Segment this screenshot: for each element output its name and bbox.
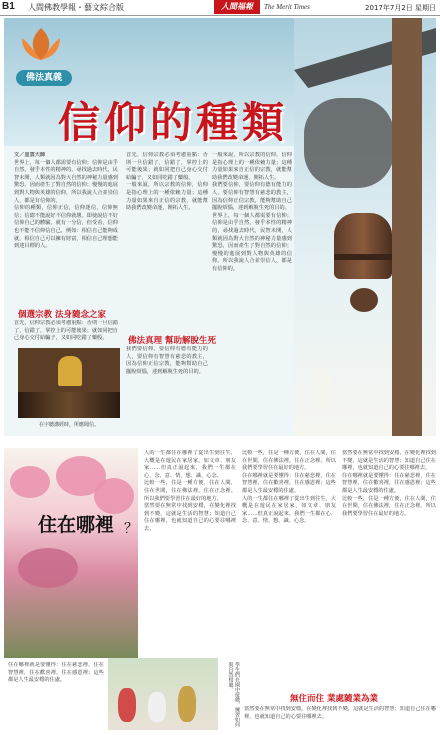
article-title: 住在哪裡 — [38, 514, 115, 536]
assembly — [18, 392, 120, 418]
buddha-statue — [312, 368, 332, 408]
blossom — [10, 466, 50, 498]
paragraph: 人的一生都住在哪裡了從出生到往生，大概是在遊民在家居家，如文章、朋友家……但真正說起來，我們一生都在心、念、意、情、想、識、心念。 — [242, 495, 336, 525]
child — [118, 688, 136, 722]
paragraph: 人的一生都住在哪裡了從出生到往生，大概是在遊民在家居家，如文章、朋友家……但真正說起來，我們一生都在心、念、意、情、想、識、心念。 — [144, 450, 236, 479]
blossom-tree-photo — [4, 448, 138, 658]
bottom-article — [4, 448, 436, 730]
text-column-2b — [126, 346, 208, 430]
paragraph: 一般來說，所以宗教的信仰，信仰是指心理上的一種依賴力量；這種力量如果來自正信的宗教，就能幫助我們改變命運，開拓人生。 — [212, 152, 292, 181]
issue-date: 2017年7月2日 星期日 — [365, 4, 436, 12]
pillar — [392, 18, 422, 436]
text-column-2 — [126, 152, 208, 330]
child — [178, 686, 196, 722]
bell-band — [334, 254, 392, 260]
paragraph: 我們要信仰，要信仰有德有能力的人，要信仰有智慧有慈悲的教主，因為信仰正信宗教，能夠幫助自己擺脫煩惱，達到解脫生死的目的。 — [212, 182, 292, 212]
article-title: 信仰的種類 — [58, 98, 289, 147]
dragon-carving — [304, 98, 394, 188]
paragraph: 比較一些，住是一種方便，住在人間，住在世間，住在佛法裡，住在正念裡。所以我們要學習住在最好的地方。 — [342, 495, 436, 517]
photo-caption: 在宇聽講經時，所應聞信。 — [38, 422, 99, 428]
paragraph: 當然要在無常中找到安穩，在變化裡找到不變，這就是生活的智慧；知道自己住在哪裡，也就知道自己的心要往哪裡去。 — [342, 450, 436, 472]
paragraph: 世界上，每一個人都需要有信仰；信仰是由乎自然，發乎本性的精神的，尋找過去時代，民智未開，人類就因為對大自然的神秘力量感到驚恐，因而產生了對自然的信仰；慢慢的進展到對人物與英雄的信仰，所以我說人合並崇信人，都是有信仰的。 — [14, 159, 118, 204]
newspaper-logo: 人間福報 — [214, 0, 260, 14]
text-column-3 — [212, 152, 292, 430]
paragraph: 一般來說，所以宗教的信仰，信仰是指心理上的一種依賴力量；這種力量如果來自正信的宗教，就能幫助我們改變命運，開拓人生。 — [126, 182, 208, 212]
column-badge: 佛法真義 — [16, 70, 72, 86]
bell-icon — [334, 213, 392, 279]
subhead-2: 佛法真理 幫助解脫生死 — [128, 336, 216, 346]
text-column-1 — [14, 152, 118, 302]
paragraph: 比較一些，住是一種方便，住在人間，住在世間，住在佛法裡，住在正念裡。所以我們要學習住在最好的地方。 — [144, 480, 236, 502]
paragraph: 當然要在無常中找到安穩，在變化裡找到不變，這就是生活的智慧；知道自己住在哪裡，也就知道自己的心要往哪裡去。 — [144, 503, 236, 532]
altar — [58, 356, 82, 386]
paragraph: 住在哪裡就是要懂得：住在慈悲裡，住在智慧裡，住在歡喜裡，住在感恩裡；這些都是人生最安穩的住處。 — [342, 472, 436, 494]
text-column-3 — [342, 450, 436, 690]
paragraph: 住在哪裡就是要懂得：住在慈悲裡，住在智慧裡，住在歡喜裡，住在感恩裡；這些都是人生最安穩的住處。 — [8, 662, 104, 684]
question-mark: ？ — [124, 521, 138, 537]
paragraph: 當然要在無常中找到安穩，在變化裡找到不變，這就是生活的智慧；知道自己住在哪裡，也就知道自己的心要往哪裡去。 — [244, 706, 436, 720]
text-column-2 — [242, 450, 336, 654]
text-column-4 — [8, 662, 104, 728]
bell-photo — [294, 18, 436, 436]
children-photo — [108, 658, 218, 730]
paragraph: 住在哪裡就是要懂得：住在慈悲裡，住在智慧裡，住在歡喜裡，住在感恩裡；這些都是人生最安穩的住處。 — [242, 472, 336, 494]
author-byline: 文／星雲大師 — [14, 152, 46, 158]
subhead: 無住而住 業處隨業為業 — [290, 694, 378, 704]
subhead-1: 個選宗教 法身隨念之家 — [18, 310, 106, 320]
text-column-1 — [144, 450, 236, 654]
paragraph: 首先，信仰宗教必須考慮重點：否則一旦信錯了，信錯了，掌控上的可能後果；就如同把自己身心交付給騙子，又如同吃錯了藥般。 — [14, 320, 118, 342]
page-number: B1 — [2, 1, 15, 12]
hall-photo — [18, 348, 120, 418]
photo-caption: 學生們在園中遊戲，練習如何與自然相處。 — [227, 662, 240, 727]
bell-clapper — [350, 288, 378, 312]
text-column-5 — [244, 706, 436, 730]
paragraph: 我們要信仰，要信仰有德有能力的人，要信仰有智慧有慈悲的教主，因為信仰正信宗教，能夠幫助自己擺脫煩惱，達到解脫生死的目的。 — [126, 346, 208, 375]
blossom — [18, 548, 78, 588]
masthead-english: The Merit Times — [264, 3, 310, 11]
paragraph: 世界上，每一個人都需要有信仰；信仰是由乎自然，發乎本性的精神的，尋找過去時代，民智未開，人類就因為對大自然的神秘力量感到驚恐，因而產生了對自然的信仰；慢慢的進展到對人物與英雄的信仰，所以我說人合並崇信人，都是有信仰的。 — [212, 212, 292, 272]
section-name: 人間佛教學報・藝文綜合版 — [28, 3, 124, 12]
page-header — [0, 0, 440, 16]
text-column-1b — [14, 320, 118, 346]
blossom — [94, 478, 134, 514]
paragraph: 首先，信仰宗教必須考慮重點：否則一旦信錯了，信錯了，掌控上的可能後果；就如同把自己身心交付給騙子，又如同吃錯了藥般。 — [126, 152, 208, 181]
paragraph: 比較一些，住是一種方便，住在人間，住在世間，住在佛法裡，住在正念裡。所以我們要學習住在最好的地方。 — [242, 450, 336, 472]
top-article — [4, 18, 436, 436]
child — [148, 692, 166, 722]
lotus-icon — [12, 24, 70, 64]
paragraph: 信仰的種類，信仰正信，信仰迷信，信仰無信；信總不能說好不信仰就壞。即使說信不好信仰自己的體驗，就有一分信，但受看，信仰也不能不信仰信自己，例如：相信自己能夠成就，相信自己可以擁有財富，相信自己理想能到達目標的人。 — [14, 205, 118, 250]
